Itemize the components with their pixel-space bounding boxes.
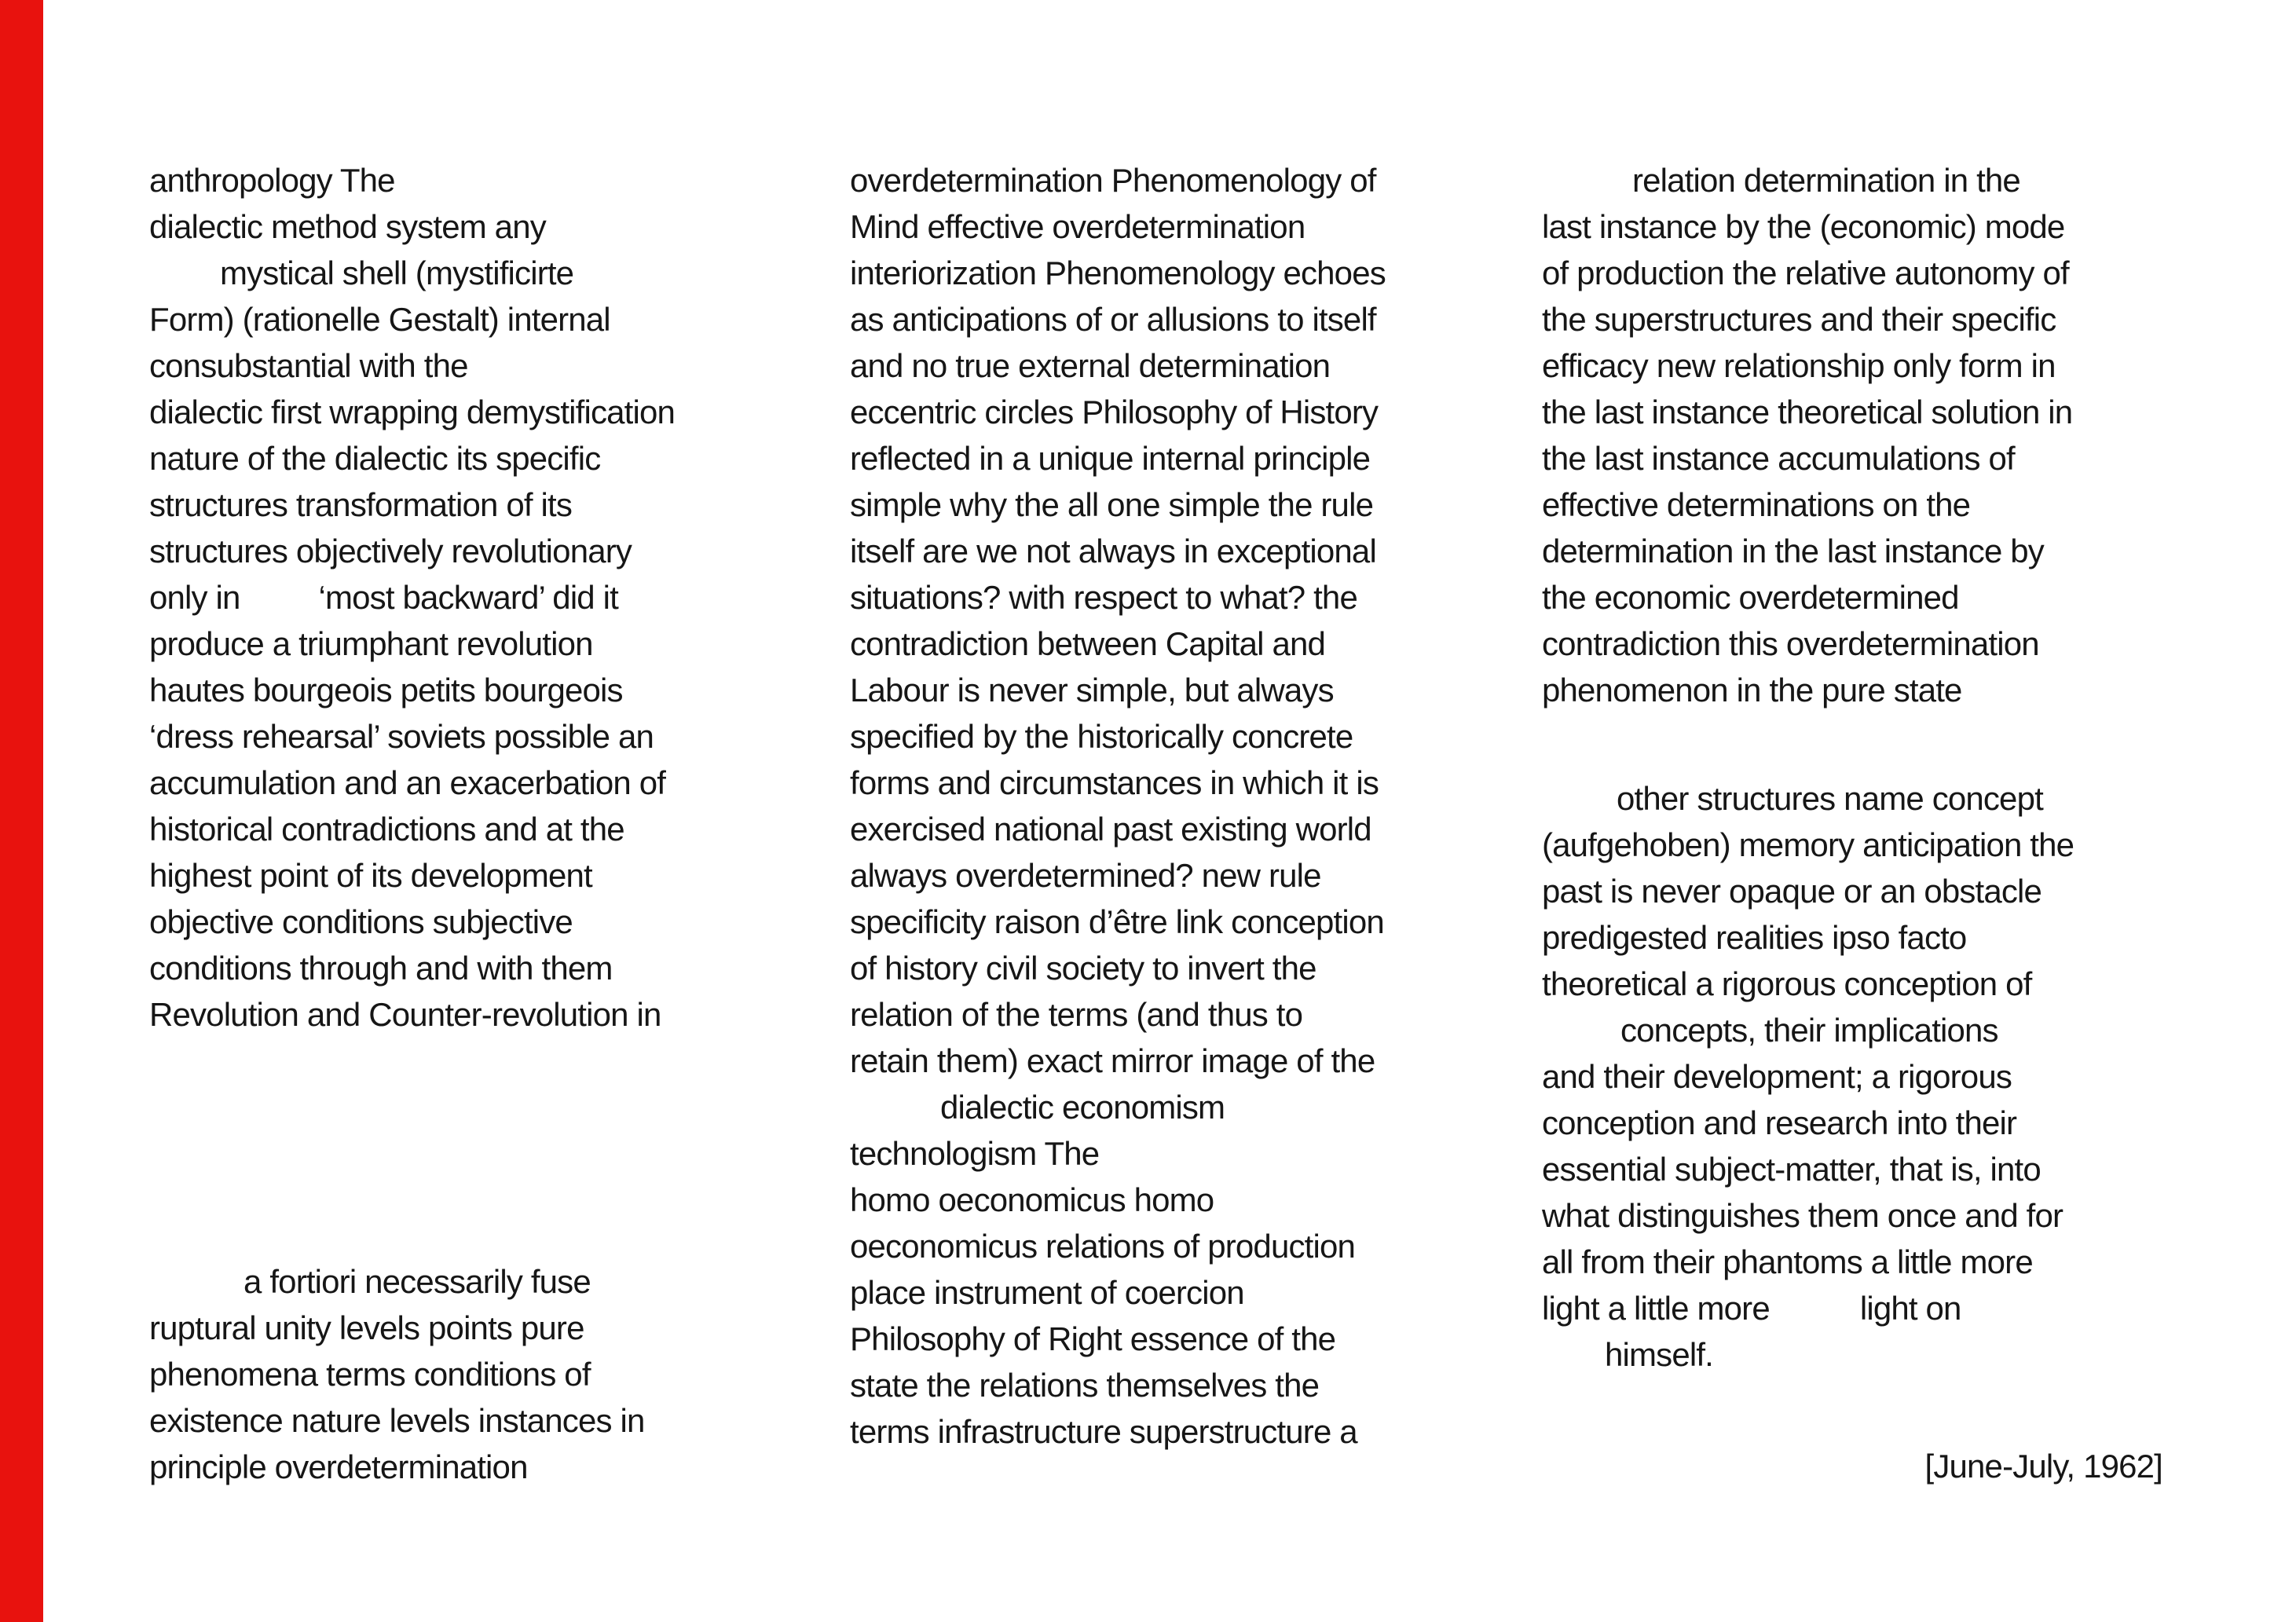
paragraph xyxy=(149,1258,785,1490)
text-line: specified by the historically concrete xyxy=(850,718,1353,755)
text-line: accumulation and an exacerbation of xyxy=(149,764,666,801)
text-line: the last instance accumulations of xyxy=(1542,440,2015,477)
text-line: itself are we not always in exceptional xyxy=(850,533,1376,569)
text-line: always overdetermined? new rule xyxy=(850,857,1321,894)
text-line: relation determination in the xyxy=(1542,157,2162,203)
text-line: consubstantial with the xyxy=(149,347,468,384)
text-line: hautes bourgeois petits bourgeois xyxy=(149,672,623,708)
text-line: as anticipations of or allusions to itself xyxy=(850,301,1376,338)
text-line: highest point of its development xyxy=(149,857,592,894)
text-line: terms infrastructure superstructure a xyxy=(850,1413,1357,1450)
text-line: exercised national past existing world xyxy=(850,811,1371,848)
text-line: dialectic economism xyxy=(850,1084,1510,1130)
text-line: structures transformation of its xyxy=(149,486,572,523)
text-line: retain them) exact mirror image of the xyxy=(850,1042,1375,1079)
text-line: of production the relative autonomy of xyxy=(1542,254,2069,291)
text-line: other structures name concept xyxy=(1542,775,2162,822)
text-line: past is never opaque or an obstacle xyxy=(1542,873,2042,910)
text-line: place instrument of coercion xyxy=(850,1274,1244,1311)
text-line: eccentric circles Philosophy of History xyxy=(850,394,1379,430)
text-line: historical contradictions and at the xyxy=(149,811,624,848)
red-margin-bar xyxy=(0,0,43,1622)
text-line: ruptural unity levels points pure xyxy=(149,1309,584,1346)
text-line: homo oeconomicus homo xyxy=(850,1181,1214,1218)
text-column-1 xyxy=(149,157,785,1490)
text-line: technologism The xyxy=(850,1135,1100,1172)
text-line: reflected in a unique internal principle xyxy=(850,440,1371,477)
text-line: phenomenon in the pure state xyxy=(1542,672,1962,708)
erasure-gap xyxy=(1542,809,1617,810)
paragraph xyxy=(850,157,1510,1455)
text-line: existence nature levels instances in xyxy=(149,1402,645,1439)
text-line: last instance by the (economic) mode xyxy=(1542,208,2065,245)
text-line: and no true external determination xyxy=(850,347,1331,384)
text-column-2 xyxy=(850,157,1510,1455)
text-column-3 xyxy=(1542,157,2162,1489)
paragraph xyxy=(1542,157,2162,713)
text-line: what distinguishes them once and for xyxy=(1542,1197,2063,1234)
text-line: the superstructures and their specific xyxy=(1542,301,2056,338)
text-line: objective conditions subjective xyxy=(149,903,573,940)
erasure-gap xyxy=(1542,1365,1605,1366)
text-line: a fortiori necessarily fuse xyxy=(149,1258,785,1305)
text-line: relation of the terms (and thus to xyxy=(850,996,1303,1033)
text-line: nature of the dialectic its specific xyxy=(149,440,601,477)
text-line: effective determinations on the xyxy=(1542,486,1971,523)
text-line: efficacy new relationship only form in xyxy=(1542,347,2056,384)
erasure-gap xyxy=(1542,191,1632,192)
text-line: theoretical a rigorous conception of xyxy=(1542,965,2032,1002)
text-line: determination in the last instance by xyxy=(1542,533,2044,569)
text-line: all from their phantoms a little more xyxy=(1542,1243,2033,1280)
text-line: forms and circumstances in which it is xyxy=(850,764,1379,801)
text-line: (aufgehoben) memory anticipation the xyxy=(1542,826,2074,863)
paragraph xyxy=(1542,775,2162,1378)
erasure-gap xyxy=(1770,1319,1860,1320)
text-line: Labour is never simple, but always xyxy=(850,672,1334,708)
text-line: essential subject-matter, that is, into xyxy=(1542,1151,2041,1188)
text-line: of history civil society to invert the xyxy=(850,950,1316,987)
paragraph xyxy=(149,157,785,1038)
text-line: mystical shell (mystificirte xyxy=(149,250,785,296)
text-line: state the relations themselves the xyxy=(850,1367,1320,1404)
text-line: interiorization Phenomenology echoes xyxy=(850,254,1386,291)
text-line: simple why the all one simple the rule xyxy=(850,486,1374,523)
text-line: principle overdetermination xyxy=(149,1448,528,1485)
text-line: only in ‘most backward’ did it xyxy=(149,579,618,616)
text-line: phenomena terms conditions of xyxy=(149,1356,591,1393)
text-line: structures objectively revolutionary xyxy=(149,533,632,569)
text-line: anthropology The xyxy=(149,162,395,199)
text-line: Mind effective overdetermination xyxy=(850,208,1305,245)
text-line: himself. xyxy=(1542,1331,2162,1378)
text-line: contradiction this overdetermination xyxy=(1542,625,2039,662)
text-line: Philosophy of Right essence of the xyxy=(850,1320,1336,1357)
erasure-gap xyxy=(850,1118,940,1119)
text-line: conditions through and with them xyxy=(149,950,613,987)
text-line: the last instance theoretical solution in xyxy=(1542,394,2073,430)
erasure-gap xyxy=(240,608,319,609)
text-line: dialectic method system any xyxy=(149,208,546,245)
text-line: predigested realities ipso facto xyxy=(1542,919,1967,956)
text-line: ‘dress rehearsal’ soviets possible an xyxy=(149,718,654,755)
text-line: situations? with respect to what? the xyxy=(850,579,1357,616)
erasure-gap xyxy=(149,1292,244,1293)
text-line: the economic overdetermined xyxy=(1542,579,1959,616)
text-line: Revolution and Counter-revolution in xyxy=(149,996,661,1033)
text-line: conception and research into their xyxy=(1542,1104,2017,1141)
text-line: concepts, their implications xyxy=(1542,1007,2162,1053)
text-line: specificity raison d’être link conception xyxy=(850,903,1384,940)
text-line: dialectic first wrapping demystification xyxy=(149,394,676,430)
text-line: Form) (rationelle Gestalt) internal xyxy=(149,301,610,338)
erasure-gap xyxy=(1542,1041,1620,1042)
date-stamp: [June-July, 1962] xyxy=(1924,1448,2162,1485)
text-line: oeconomicus relations of production xyxy=(850,1228,1355,1265)
text-line: and their development; a rigorous xyxy=(1542,1058,2012,1095)
text-line: produce a triumphant revolution xyxy=(149,625,593,662)
text-line: light a little more light on xyxy=(1542,1290,1961,1327)
text-line: contradiction between Capital and xyxy=(850,625,1326,662)
text-line: overdetermination Phenomenology of xyxy=(850,162,1376,199)
